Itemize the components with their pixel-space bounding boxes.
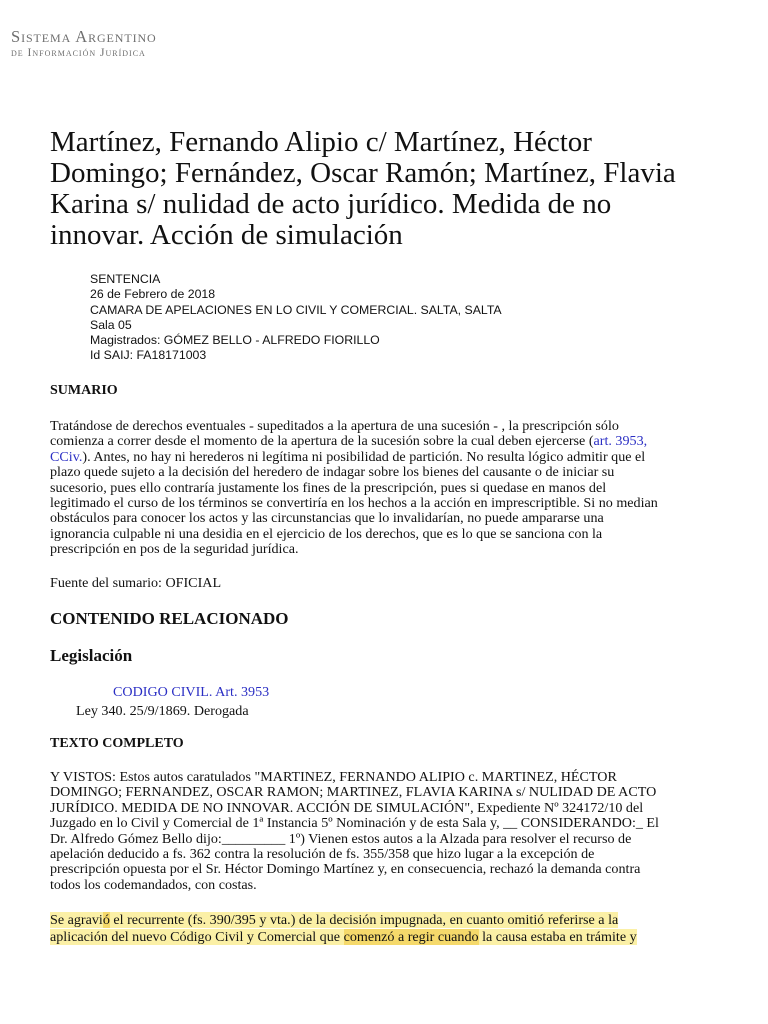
text-fragment: comienza a correr desde el momento de la apertura de la sucesión sobre la cual deben ejercerse (	[50, 433, 594, 450]
text-line: legitimado el curso de los términos se convertiría en los hechos a la acción en imprescriptible. Si no median	[50, 495, 658, 512]
text-line: prescripción en pos de la seguridad jurídica.	[50, 541, 299, 558]
sumario-source: Fuente del sumario: OFICIAL	[50, 575, 222, 591]
text-line: todos los codemandados, con costas.	[50, 876, 257, 893]
text-line: plazo quede sujeto a la decisión del heredero de indagar sobre los bienes del causante o de iniciar su	[50, 464, 615, 481]
texto-completo-heading: TEXTO COMPLETO	[50, 736, 184, 751]
highlight: aplicación del nuevo Código Civil y Comercial que	[50, 929, 344, 945]
text-line: prescripción opuesta por el Sr. Héctor Domingo Martínez y, en consecuencia, rechazó la demanda contra	[50, 861, 641, 878]
sumario-text	[50, 419, 750, 558]
logo-line-2: de Información Jurídica	[11, 47, 146, 59]
highlight-strong: comenzó a regir cuando	[343, 929, 479, 945]
text-line: obstáculos para conocer los actos y las circunstancias que lo invalidarían, no puede ampararse una	[50, 510, 604, 527]
meta-court: CAMARA DE APELACIONES EN LO CIVIL Y COMERCIAL. SALTA, SALTA	[90, 302, 502, 317]
sumario-heading: SUMARIO	[50, 383, 118, 398]
text-line: apelación deducido a fs. 362 contra la resolución de fs. 355/358 que hizo lugar a la excepción de	[50, 846, 595, 863]
meta-sala: Sala 05	[90, 317, 132, 332]
meta-type: SENTENCIA	[90, 272, 161, 286]
legislacion-heading: Legislación	[50, 646, 133, 665]
text-line	[50, 450, 750, 465]
document-title	[50, 127, 750, 251]
text-line: Juzgado en lo Civil y Comercial de 1ª Instancia 5º Nominación y de esta Sala y, __ CONSIDERANDO:_ El	[50, 815, 659, 832]
title-line: innovar. Acción de simulación	[50, 219, 403, 251]
text-line: Dr. Alfredo Gómez Bello dijo:_________ 1º) Vienen estos autos a la Alzada para resolver el recurso de	[50, 830, 632, 847]
related-content-heading: CONTENIDO RELACIONADO	[50, 609, 289, 628]
document-metadata	[90, 272, 502, 364]
highlight: la causa estaba en trámite y	[478, 929, 637, 945]
meta-id: Id SAIJ: FA18171003	[90, 348, 207, 363]
meta-judges: Magistrados: GÓMEZ BELLO - ALFREDO FIORILLO	[90, 333, 380, 348]
highlight: el recurrente (fs. 390/395 y vta.) de la decisión impugnada, en cuanto omitió referirse a la	[109, 912, 619, 928]
highlighted-line	[50, 929, 750, 946]
cciv-link[interactable]: CCiv.	[50, 448, 83, 465]
text-line	[50, 434, 750, 449]
text-line: sucesorio, pues ello contraría justamente los fines de la prescripción, pues si quedase en manos del	[50, 479, 607, 496]
text-line: JURÍDICO. MEDIDA DE NO INNOVAR. ACCIÓN DE SIMULACIÓN", Expediente Nº 324172/10 del	[50, 799, 644, 816]
meta-date: 26 de Febrero de 2018	[90, 287, 216, 302]
highlight-strong: ó	[102, 912, 110, 928]
law-detail: Ley 340. 25/9/1869. Derogada	[76, 703, 249, 719]
highlight: Se agravi	[50, 912, 103, 928]
text-line: ignorancia culpable ni una desidia en el ejercicio de los derechos, que es lo que se sanciona con la	[50, 525, 603, 542]
codigo-civil-art-3953-link[interactable]: CODIGO CIVIL. Art. 3953	[113, 684, 270, 700]
text-line: DOMINGO; FERNANDEZ, OSCAR RAMON; MARTINEZ, FLAVIA KARINA s/ NULIDAD DE ACTO	[50, 784, 657, 801]
highlighted-line	[50, 912, 750, 929]
saij-logo[interactable]	[11, 28, 157, 61]
art-3953-link[interactable]: art. 3953,	[593, 433, 648, 450]
law-link-row	[113, 685, 713, 700]
logo-line-1: Sistema Argentino	[11, 27, 157, 46]
title-line: Domingo; Fernández, Oscar Ramón; Martínez, Flavia	[50, 157, 676, 189]
highlighted-paragraph	[50, 912, 750, 946]
texto-completo-body	[50, 770, 750, 893]
text-line: Y VISTOS: Estos autos caratulados "MARTINEZ, FERNANDO ALIPIO c. MARTINEZ, HÉCTOR	[50, 769, 617, 785]
title-line: Martínez, Fernando Alipio c/ Martínez, Héctor	[50, 126, 592, 158]
title-line: Karina s/ nulidad de acto jurídico. Medida de no	[50, 188, 612, 220]
text-line: Tratándose de derechos eventuales - supeditados a la apertura de una sucesión - , la prescripción sólo	[50, 418, 619, 434]
text-fragment: ). Antes, no hay ni herederos ni legítima ni posibilidad de partición. No resulta lógico admitir que el	[82, 448, 646, 465]
